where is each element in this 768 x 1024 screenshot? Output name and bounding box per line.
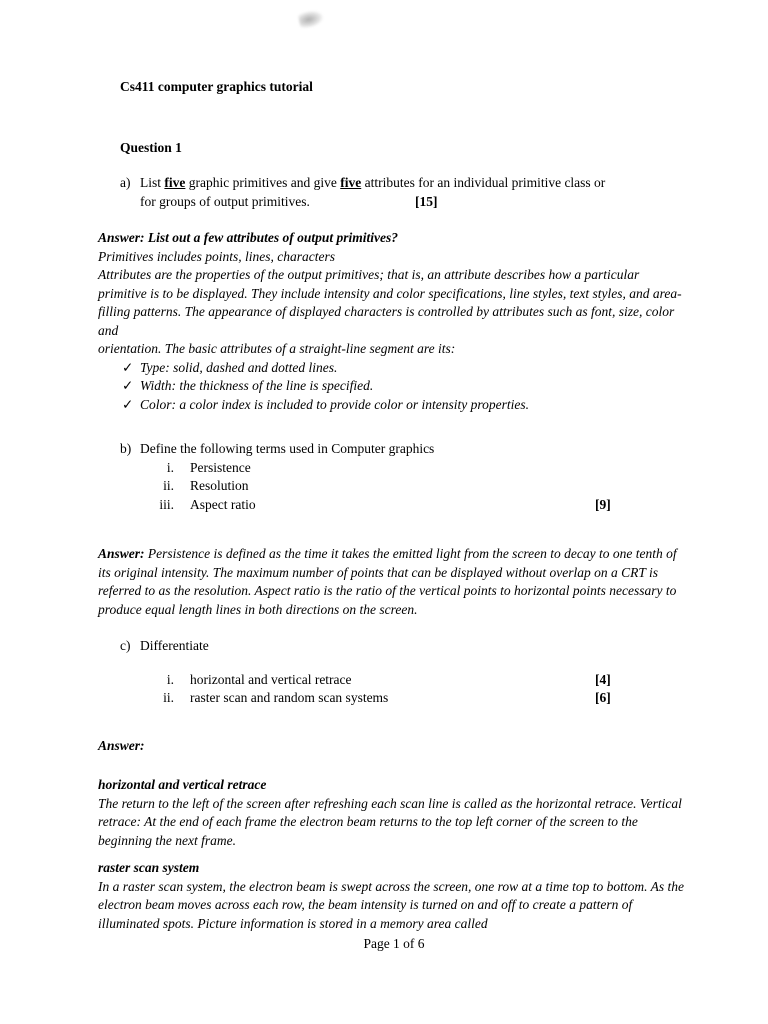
roman-list-item [98, 477, 690, 496]
roman-list-item [98, 689, 690, 708]
item-marks: [4] [595, 671, 611, 687]
part-a-text: List [140, 175, 165, 190]
roman-numeral: ii. [163, 478, 174, 493]
roman-numeral: i. [166, 671, 174, 687]
roman-item-text: raster scan and random scan systems [190, 690, 389, 705]
part-a-text: graphic primitives and give [185, 175, 341, 190]
part-b-items [98, 459, 690, 515]
raster-scan-subheading: raster scan system [98, 860, 200, 875]
check-list-item [122, 377, 690, 396]
roman-list-item [98, 459, 690, 478]
part-a-text: for groups of output primitives. [140, 193, 310, 209]
roman-item-text: horizontal and vertical retrace [190, 671, 352, 687]
part-a [120, 174, 690, 211]
scan-artifact [298, 9, 325, 30]
roman-numeral: ii. [163, 690, 174, 705]
part-b [120, 440, 690, 459]
part-b-label: b) [120, 441, 132, 456]
answer-a-paragraph: Attributes are the properties of the output primitives; that is, an attribute describes how a particular primitive is to be displayed. They include intensity and color specifications, line styles, text styles, and area-filling patterns. The appearance of displayed characters is controlled by attributes such as font, size, color and [98, 267, 682, 338]
roman-list-item [98, 496, 690, 515]
part-c [120, 637, 690, 656]
roman-numeral: iii. [159, 496, 174, 512]
answer-a [98, 229, 690, 414]
roman-item-text: Resolution [190, 478, 249, 493]
attribute-check-list [98, 359, 690, 415]
answer-c-heading: Answer: [98, 737, 145, 753]
roman-item-text: Persistence [190, 459, 251, 475]
check-item-text: Type: solid, dashed and dotted lines. [140, 359, 338, 375]
roman-item-text: Aspect ratio [190, 496, 256, 512]
part-a-emphasis: five [340, 175, 362, 190]
part-c-items [98, 671, 690, 708]
part-a-emphasis: five [164, 175, 186, 190]
retrace-subheading: horizontal and vertical retrace [98, 777, 267, 792]
roman-numeral: i. [166, 459, 174, 475]
roman-list-item [98, 671, 690, 690]
part-a-line1 [140, 175, 605, 190]
part-c-text: Differentiate [140, 638, 209, 653]
retrace-paragraph: The return to the left of the screen after refreshing each scan line is called as the horizontal retrace. Vertical retrace: At the end of each frame the electron beam returns to the top left corner of the screen to the beginning the next frame. [98, 795, 682, 848]
page-number: Page 1 of 6 [363, 936, 425, 951]
item-marks: [6] [595, 690, 611, 705]
doc-title: Cs411 computer graphics tutorial [120, 79, 313, 94]
question-1-heading: Question 1 [120, 139, 182, 155]
check-item-text: Width: the thickness of the line is specified. [140, 378, 374, 393]
part-a-text: attributes for an individual primitive class or [361, 175, 606, 190]
checkmark-icon: ✓ [122, 359, 134, 375]
checkmark-icon: ✓ [122, 378, 134, 393]
answer-a-line: orientation. The basic attributes of a straight-line segment are its: [98, 341, 456, 356]
answer-b [98, 545, 690, 619]
document-content [98, 78, 690, 954]
answer-a-line: Primitives includes points, lines, characters [98, 248, 335, 264]
part-b-text: Define the following terms used in Computer graphics [140, 441, 435, 456]
part-a-label: a) [120, 175, 131, 190]
part-c-label: c) [120, 638, 131, 653]
checkmark-icon: ✓ [122, 396, 134, 412]
check-list-item [122, 396, 690, 415]
answer-a-heading: Answer: List out a few attributes of output primitives? [98, 230, 399, 245]
item-marks: [9] [595, 496, 611, 512]
check-list-item [122, 359, 690, 378]
part-a-marks: [15] [415, 193, 438, 209]
raster-scan-paragraph: In a raster scan system, the electron beam is swept across the screen, one row at a time top to bottom. As the electron beam moves across each row, the beam intensity is turned on and off to create a pattern of illuminated spots. Picture information is stored in a memory area called [98, 878, 685, 931]
answer-b-label: Answer: [98, 546, 145, 561]
check-item-text: Color: a color index is included to provide color or intensity properties. [140, 396, 529, 412]
part-a-line2 [140, 193, 690, 212]
answer-b-text: Persistence is defined as the time it takes the emitted light from the screen to decay to one tenth of its original intensity. The maximum number of points that can be displayed without overlap on a CRT is referred to as the resolution. Aspect ratio is the ratio of the vertical points to horizontal points necessary to produce equal length lines in both directions on the screen. [98, 546, 677, 617]
